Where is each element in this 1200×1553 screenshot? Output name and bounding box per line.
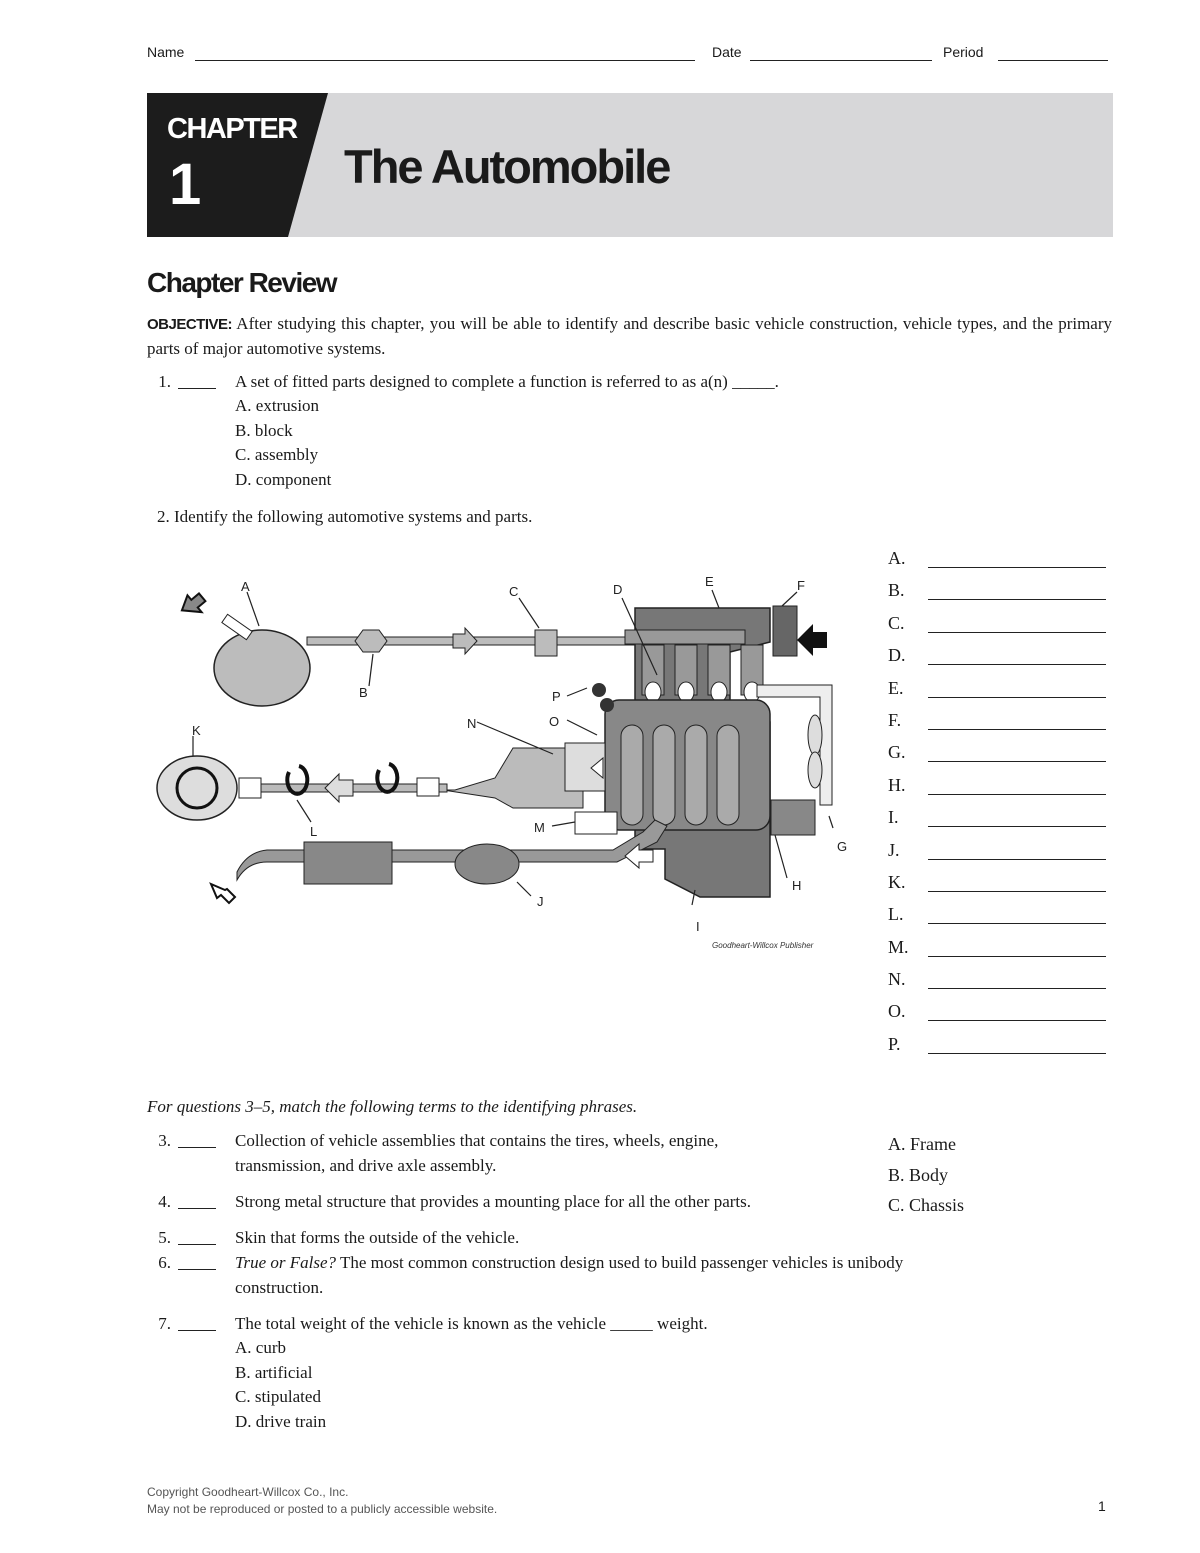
page-number: 1 xyxy=(1098,1498,1106,1514)
question-text: Skin that forms the outside of the vehicle. xyxy=(235,1228,520,1247)
answer-letter: O. xyxy=(888,1001,906,1022)
name-field[interactable] xyxy=(195,46,695,61)
question-5 xyxy=(147,1226,877,1252)
question-text: A set of fitted parts designed to complete a function is referred to as a(n) _____. xyxy=(235,372,779,391)
question-text-cont: construction. xyxy=(235,1278,324,1297)
answer-row xyxy=(888,1001,1108,1033)
question-number: 2. xyxy=(157,507,170,526)
question-text: The most common construction design used to build passenger vehicles is unibody xyxy=(336,1253,904,1272)
question-text: The total weight of the vehicle is known as the vehicle _____ weight. xyxy=(235,1314,708,1333)
answer-letter: E. xyxy=(888,677,904,698)
answer-row xyxy=(888,580,1108,612)
question-1 xyxy=(147,370,1107,500)
option: D. component xyxy=(235,469,332,489)
spark-plugs-icon xyxy=(592,683,614,712)
objective xyxy=(147,312,1112,361)
answer-letter: P. xyxy=(888,1033,901,1054)
answer-line[interactable] xyxy=(928,1020,1106,1021)
question-number: 1. xyxy=(158,372,171,391)
answer-blank[interactable] xyxy=(178,1192,216,1209)
options-list xyxy=(235,394,331,492)
copyright: Copyright Goodheart-Willcox Co., Inc. xyxy=(147,1485,349,1499)
answer-line[interactable] xyxy=(928,729,1106,730)
option: B. artificial xyxy=(235,1362,313,1382)
callout-P: P xyxy=(552,689,561,704)
axle-joint xyxy=(239,778,261,798)
universal-joint xyxy=(417,778,439,796)
exhaust-out-arrow-icon xyxy=(211,884,235,903)
chapter-number: 1 xyxy=(169,152,200,217)
question-text: Strong metal structure that provides a mounting place for all the other parts. xyxy=(235,1192,751,1211)
date-field[interactable] xyxy=(750,46,932,61)
answer-row xyxy=(888,872,1108,904)
question-text: Identify the following automotive systems and parts. xyxy=(174,507,533,526)
answer-letter: H. xyxy=(888,774,906,795)
answer-row xyxy=(888,645,1108,677)
answer-row xyxy=(888,807,1108,839)
question-number: 3. xyxy=(158,1131,171,1150)
callout-A: A xyxy=(241,579,250,594)
water-pump xyxy=(771,800,815,835)
question-7 xyxy=(147,1312,1107,1442)
chapter-title: The Automobile xyxy=(344,140,670,193)
answer-row xyxy=(888,613,1108,645)
answer-line[interactable] xyxy=(928,567,1106,568)
question-6 xyxy=(147,1251,1107,1303)
answer-list xyxy=(888,548,1108,1066)
answer-row xyxy=(888,937,1108,969)
answer-blank[interactable] xyxy=(178,1314,216,1331)
muffler xyxy=(304,842,392,884)
answer-blank[interactable] xyxy=(178,1131,216,1148)
fuel-filter xyxy=(535,630,557,656)
answer-row xyxy=(888,969,1108,1001)
callout-J: J xyxy=(537,894,544,909)
question-text-cont: transmission, and drive axle assembly. xyxy=(235,1156,497,1175)
answer-line[interactable] xyxy=(928,794,1106,795)
footer xyxy=(147,1484,497,1518)
callout-D: D xyxy=(613,582,623,597)
answer-blank[interactable] xyxy=(178,1228,216,1245)
engine-systems-diagram xyxy=(147,560,867,960)
options-list xyxy=(235,1336,326,1434)
flow-arrow-icon xyxy=(325,774,353,802)
usage-notice: May not be reproduced or posted to a publicly accessible website. xyxy=(147,1502,498,1516)
starter xyxy=(575,812,617,834)
objective-label: OBJECTIVE: xyxy=(147,316,233,333)
answer-letter: N. xyxy=(888,969,906,990)
air-in-arrow-icon xyxy=(797,624,827,656)
callout-M: M xyxy=(534,820,545,835)
answer-letter: I. xyxy=(888,807,899,828)
answer-letter: C. xyxy=(888,612,905,633)
term: C. Chassis xyxy=(888,1195,965,1215)
answer-line[interactable] xyxy=(928,923,1106,924)
question-text: Collection of vehicle assemblies that contains the tires, wheels, engine, xyxy=(235,1131,719,1150)
transmission xyxy=(443,748,583,808)
question-number: 5. xyxy=(158,1228,171,1247)
answer-row xyxy=(888,678,1108,710)
name-label: Name xyxy=(147,44,185,60)
matching-terms xyxy=(888,1129,964,1221)
true-false-label: True or False? xyxy=(235,1253,337,1272)
fuel-pump xyxy=(355,630,387,652)
answer-letter: J. xyxy=(888,839,900,860)
date-label: Date xyxy=(712,44,742,60)
answer-line[interactable] xyxy=(928,599,1106,600)
term: B. Body xyxy=(888,1164,949,1185)
answer-row xyxy=(888,742,1108,774)
question-number: 7. xyxy=(158,1314,171,1333)
callout-C: C xyxy=(509,584,519,599)
answer-letter: L. xyxy=(888,904,904,925)
option: C. assembly xyxy=(235,445,319,464)
answer-line[interactable] xyxy=(928,632,1106,633)
answer-letter: K. xyxy=(888,871,906,892)
chapter-word: CHAPTER xyxy=(167,113,297,145)
matching-instructions: For questions 3–5, match the following terms to the identifying phrases. xyxy=(147,1097,638,1116)
term: A. Frame xyxy=(888,1134,956,1154)
student-info-row xyxy=(147,44,1110,66)
answer-row xyxy=(888,840,1108,872)
answer-line[interactable] xyxy=(928,956,1106,957)
answer-row xyxy=(888,904,1108,936)
answer-line[interactable] xyxy=(928,988,1106,989)
chapter-banner xyxy=(147,93,1113,237)
answer-letter: M. xyxy=(888,936,909,957)
callout-O: O xyxy=(549,714,560,729)
callout-H: H xyxy=(792,878,802,893)
callout-G: G xyxy=(837,839,848,854)
answer-line[interactable] xyxy=(928,1053,1106,1054)
fuel-rail xyxy=(625,630,745,644)
answer-blank[interactable] xyxy=(178,372,216,389)
air-intake xyxy=(773,606,797,656)
period-label: Period xyxy=(943,44,984,60)
answer-letter: D. xyxy=(888,645,906,666)
callout-F: F xyxy=(797,578,805,593)
flow-arrow-icon xyxy=(453,628,477,654)
callout-B: B xyxy=(359,685,368,700)
objective-text: After studying this chapter, you will be able to identify and describe basic vehicle construction, vehicle types, and the primary parts of major automotive systems. xyxy=(147,314,1113,358)
differential xyxy=(157,756,237,820)
option: A. extrusion xyxy=(235,396,320,415)
callout-I: I xyxy=(696,919,700,934)
answer-row xyxy=(888,775,1108,807)
answer-line[interactable] xyxy=(928,891,1106,892)
option: D. drive train xyxy=(235,1411,327,1431)
question-number: 4. xyxy=(158,1192,171,1211)
answer-letter: B. xyxy=(888,580,905,601)
question-4 xyxy=(147,1190,877,1216)
fuel-in-arrow-icon xyxy=(177,589,210,621)
callout-N: N xyxy=(467,716,477,731)
answer-line[interactable] xyxy=(928,859,1106,860)
answer-blank[interactable] xyxy=(178,1253,216,1270)
answer-line[interactable] xyxy=(928,664,1106,665)
section-heading: Chapter Review xyxy=(147,267,337,298)
option: B. block xyxy=(235,420,293,440)
catalytic-converter xyxy=(455,844,519,884)
answer-line[interactable] xyxy=(928,697,1106,698)
period-field[interactable] xyxy=(998,46,1108,61)
answer-row xyxy=(888,548,1108,580)
question-3 xyxy=(147,1129,867,1181)
answer-row xyxy=(888,1034,1108,1066)
question-number: 6. xyxy=(158,1253,171,1272)
option: A. curb xyxy=(235,1338,286,1357)
answer-letter: F. xyxy=(888,709,902,730)
answer-line[interactable] xyxy=(928,761,1106,762)
callout-L: L xyxy=(310,824,318,839)
fuel-tank xyxy=(214,614,310,706)
option: C. stipulated xyxy=(235,1387,321,1406)
answer-row xyxy=(888,710,1108,742)
diagram-credit: Goodheart-Willcox Publisher xyxy=(712,941,814,950)
callout-K: K xyxy=(192,723,201,738)
answer-letter: G. xyxy=(888,742,906,763)
answer-letter: A. xyxy=(888,548,906,568)
answer-line[interactable] xyxy=(928,826,1106,827)
callout-E: E xyxy=(705,574,714,589)
